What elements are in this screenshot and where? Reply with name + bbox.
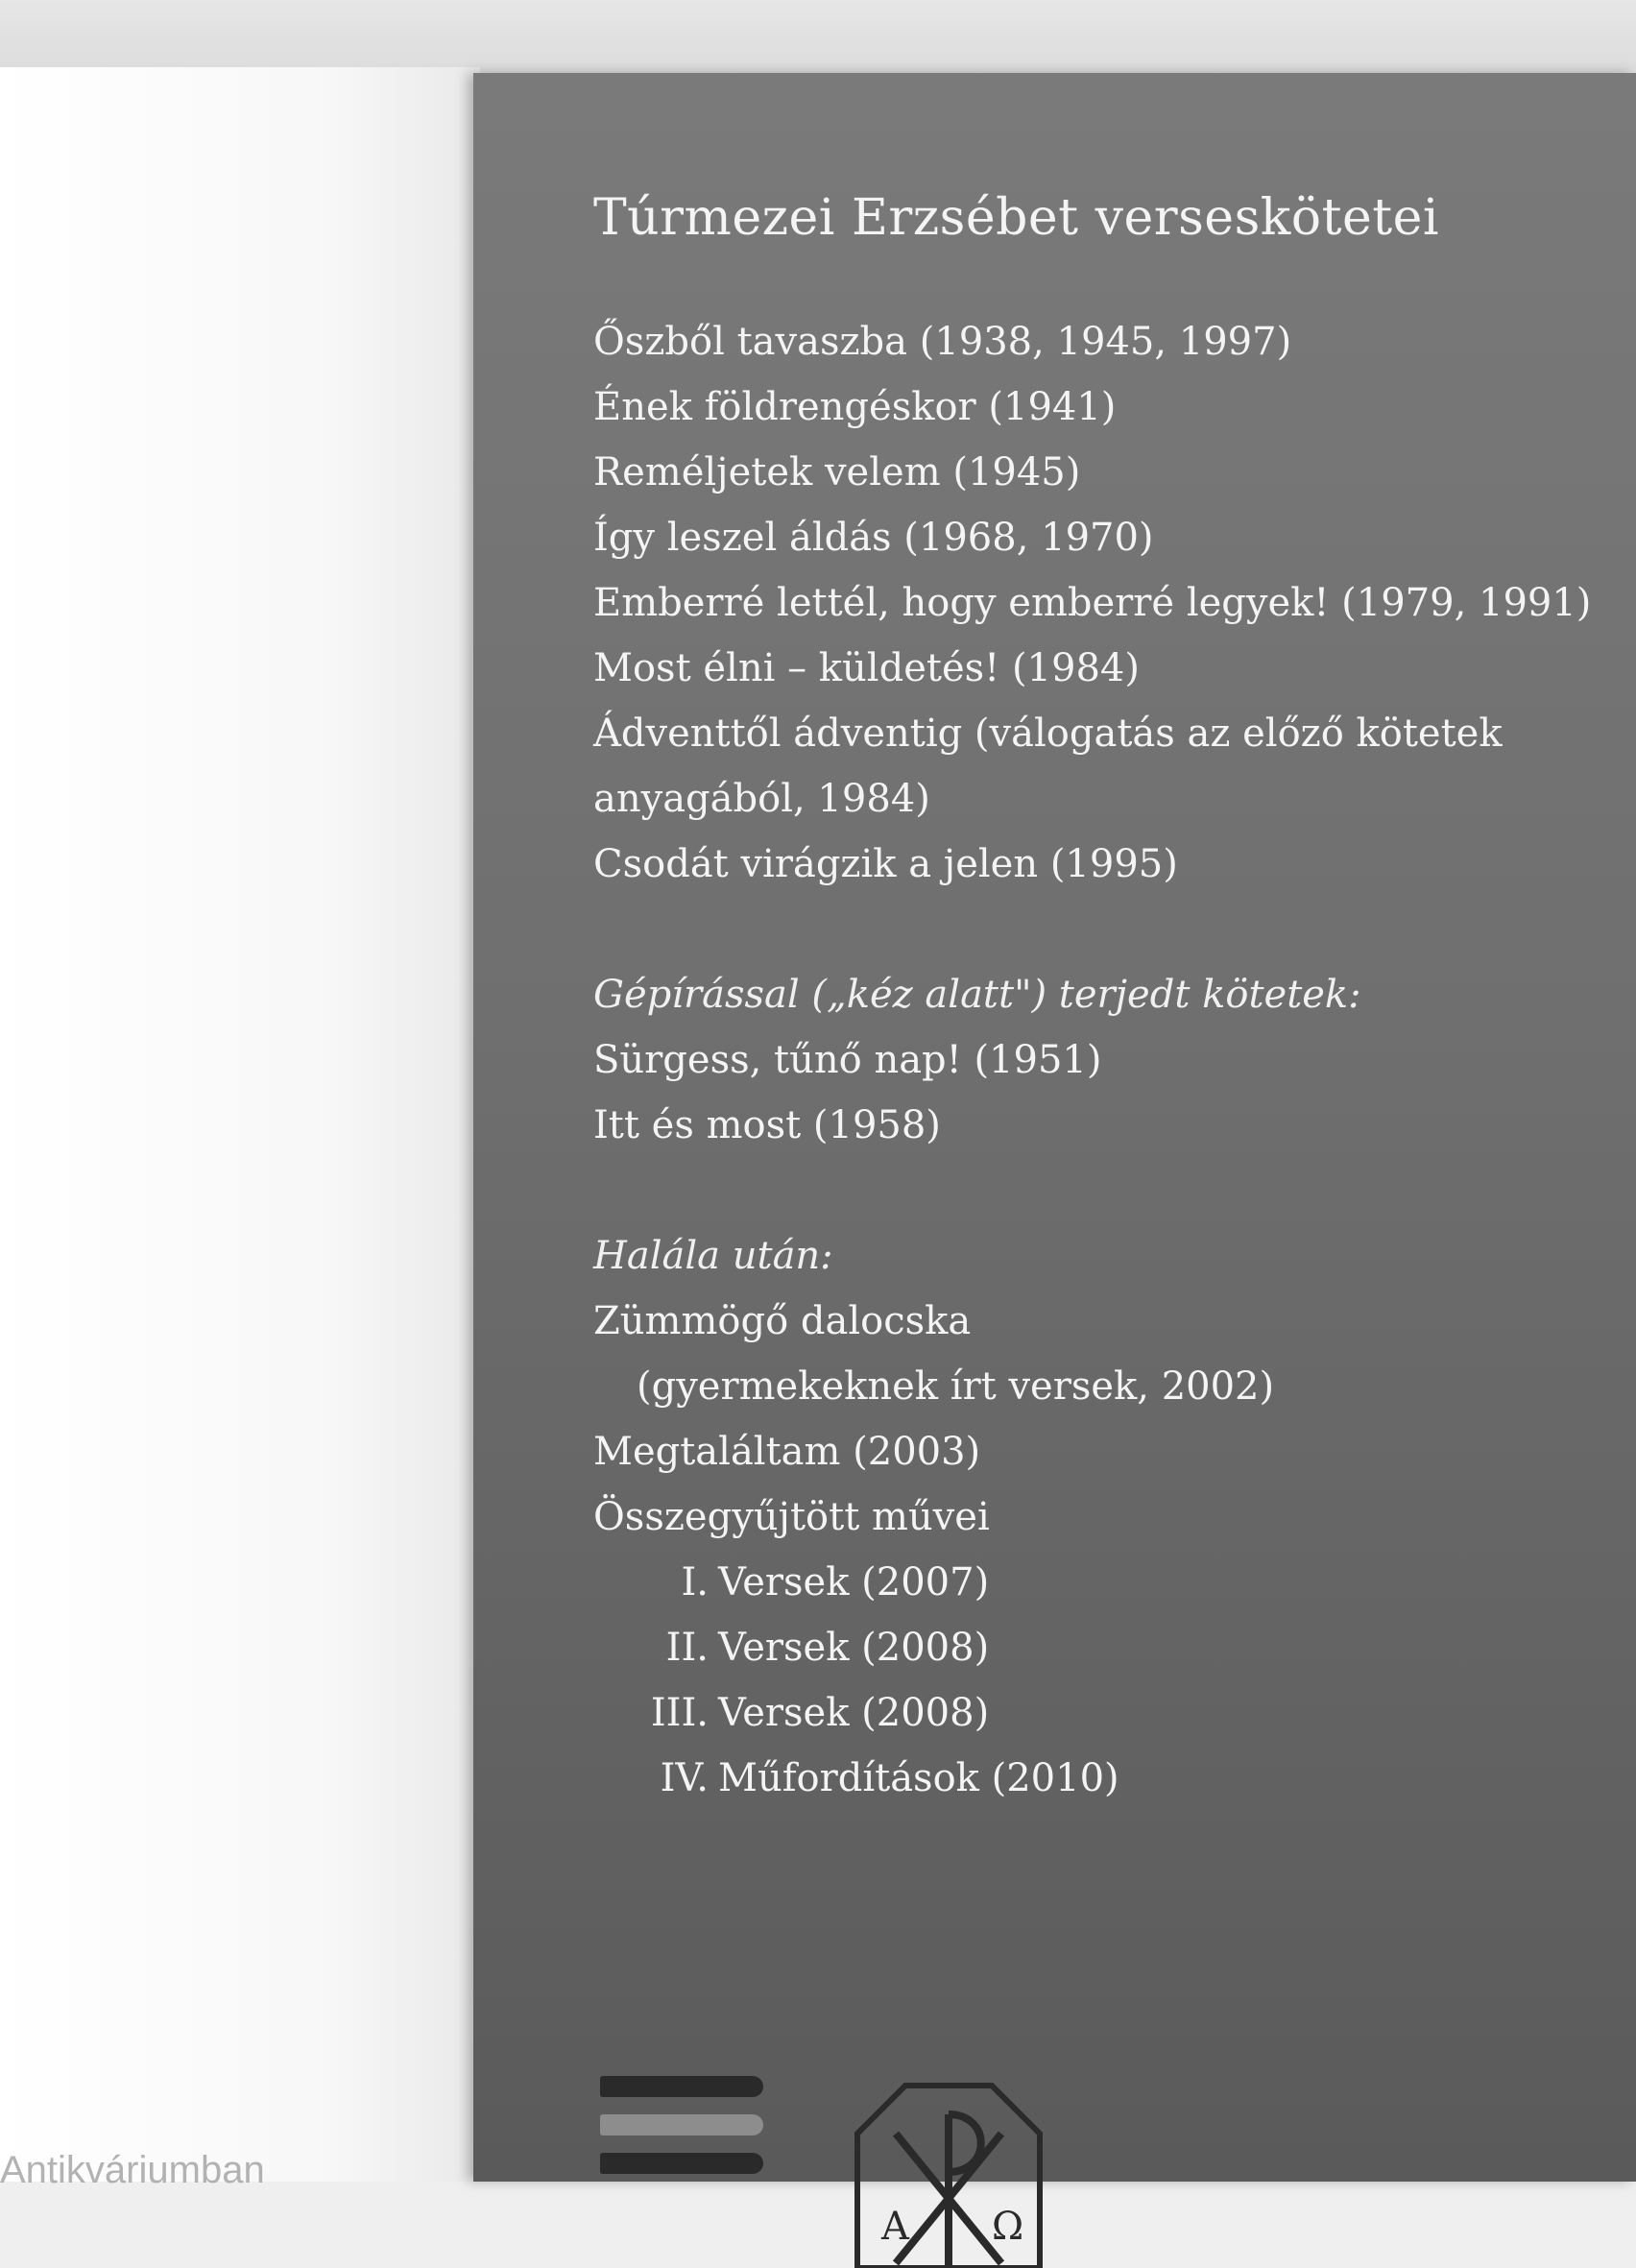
volume-item: Csodát virágzik a jelen (1995) — [593, 842, 1178, 887]
posthumous-list — [593, 1289, 1630, 1811]
typewritten-list — [593, 1027, 1630, 1158]
volume-item: Most élni – küldetés! (1984) — [593, 646, 1140, 691]
posthumous-item: Zümmögő dalocska — [593, 1299, 972, 1344]
left-page — [0, 67, 480, 2182]
typewritten-item: Itt és most (1958) — [593, 1103, 941, 1148]
book-spine — [600, 2153, 763, 2174]
posthumous-heading: Halála után: — [593, 1234, 833, 1279]
roman-numeral: II. — [665, 1626, 709, 1671]
typewritten-heading: Gépírással („kéz alatt") terjedt kötetek: — [593, 973, 1361, 1018]
volume-item: anyagából, 1984) — [593, 777, 930, 822]
typewritten-item: Sürgess, tűnő nap! (1951) — [593, 1038, 1102, 1083]
book-spine — [600, 2114, 763, 2135]
collected-volume — [593, 1680, 1630, 1746]
posthumous-item: Összegyűjtött művei — [593, 1495, 990, 1540]
roman-numeral: III. — [650, 1691, 709, 1736]
posthumous-item: Megtaláltam (2003) — [593, 1430, 981, 1475]
volume-item: Őszből tavaszba (1938, 1945, 1997) — [593, 320, 1292, 365]
volume-item: Emberré lettél, hogy emberré legyek! (1979, 1991) — [593, 581, 1592, 626]
chi-rho-icon — [848, 2076, 1049, 2268]
collected-volume-title: Műfordítások (2010) — [718, 1756, 1119, 1801]
cover-content — [593, 188, 1630, 1811]
posthumous-item-subtitle: (gyermekeknek írt versek, 2002) — [637, 1364, 1275, 1410]
volume-item: Ének földrengéskor (1941) — [593, 385, 1117, 430]
book-spine — [600, 2076, 763, 2097]
collected-volume — [593, 1746, 1630, 1811]
collected-volume-title: Versek (2008) — [718, 1691, 990, 1736]
volume-item: Így leszel áldás (1968, 1970) — [593, 516, 1154, 561]
volume-list — [593, 309, 1630, 897]
left-page-fragment-text: Antikváriumban — [0, 2149, 265, 2191]
stacked-books-icon — [600, 2076, 763, 2182]
alpha-letter: A — [881, 2205, 909, 2249]
collected-volume-title: Versek (2008) — [718, 1626, 990, 1671]
volume-item: Reméljetek velem (1945) — [593, 450, 1081, 495]
volume-item: Ádventtől ádventig (válogatás az előző kötetek — [593, 712, 1503, 757]
roman-numeral: I. — [681, 1560, 709, 1605]
collected-volume-title: Versek (2007) — [718, 1560, 990, 1605]
background-top-strip — [0, 0, 1636, 75]
back-cover — [473, 73, 1636, 2249]
roman-numeral: IV. — [660, 1756, 709, 1801]
collected-volume — [593, 1550, 1630, 1615]
collected-volume — [593, 1615, 1630, 1680]
omega-letter: Ω — [992, 2205, 1024, 2249]
cover-title: Túrmezei Erzsébet verseskötetei — [593, 189, 1440, 247]
